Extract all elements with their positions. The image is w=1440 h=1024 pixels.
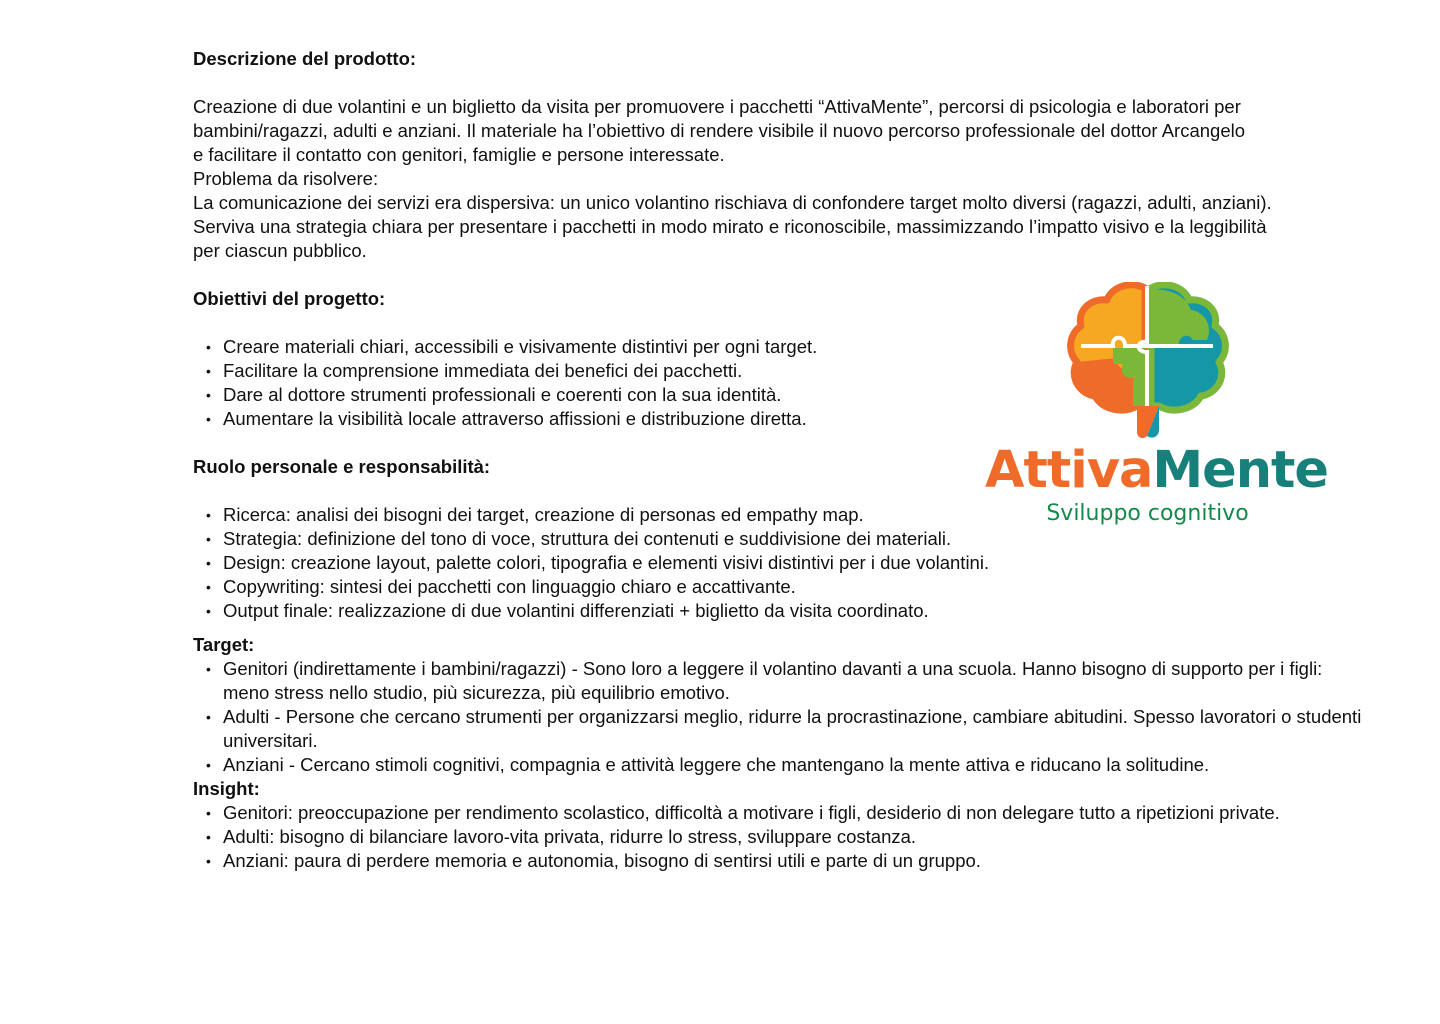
- objectives-heading: Obiettivi del progetto:: [193, 288, 386, 309]
- list-item: • Design: creazione layout, palette colori, tipografia e elementi visivi distintivi per i due volantini.: [223, 551, 1363, 575]
- list-item: • Anziani - Cercano stimoli cognitivi, compagnia e attività leggere che mantengano la mente attiva e riducano la solitudine.: [223, 753, 1363, 777]
- insight-heading: Insight:: [193, 778, 260, 799]
- brand-tagline: Sviluppo cognitivo: [1046, 501, 1249, 526]
- role-heading: Ruolo personale e responsabilità:: [193, 456, 491, 477]
- list-item: • Anziani: paura di perdere memoria e autonomia, bisogno di sentirsi utili e parte di un gruppo.: [223, 849, 1363, 873]
- list-item: • Facilitare la comprensione immediata dei benefici dei pacchetti.: [223, 359, 1363, 383]
- list-item: • Output finale: realizzazione di due volantini differenziati + biglietto da visita coordinato.: [223, 599, 1363, 623]
- brand-name: [985, 441, 1328, 500]
- brain-puzzle-icon: [1067, 282, 1229, 442]
- target-list: [193, 657, 1363, 777]
- list-item: • Aumentare la visibilità locale attraverso affissioni e distribuzione diretta.: [223, 407, 1363, 431]
- description-body: Creazione di due volantini e un biglietto da visita per promuovere i pacchetti “AttivaMente”, percorsi di psicologia e laboratori per bambini/ragazzi, adulti e anziani. Il materiale ha l’obiettivo di rendere visibile il nuovo percorso professionale del dottor Arcangelo e facilitare il contatto con genitori, famiglie e persone interessate.: [193, 96, 1246, 165]
- list-item: • Creare materiali chiari, accessibili e visivamente distintivi per ogni target.: [223, 335, 1363, 359]
- list-item: • Adulti: bisogno di bilanciare lavoro-vita privata, ridurre lo stress, sviluppare costanza.: [223, 825, 1363, 849]
- problem-text: La comunicazione dei servizi era dispersiva: un unico volantino rischiava di confondere target molto diversi (ragazzi, adulti, anziani). Serviva una strategia chiara per presentare i pacchetti in modo mirato e riconoscibile, massimizzando l’impatto visivo e la leggibilità per ciascun pubblico.: [193, 192, 1272, 261]
- description-heading: Descrizione del prodotto:: [193, 48, 417, 69]
- insight-list: [193, 801, 1363, 873]
- list-item: • Copywriting: sintesi dei pacchetti con linguaggio chiaro e accattivante.: [223, 575, 1363, 599]
- list-item: • Ricerca: analisi dei bisogni dei target, creazione di personas ed empathy map.: [223, 503, 1363, 527]
- attivamente-logo: [985, 282, 1328, 532]
- list-item: • Dare al dottore strumenti professionali e coerenti con la sua identità.: [223, 383, 1363, 407]
- list-item: • Genitori: preoccupazione per rendimento scolastico, difficoltà a motivare i figli, desiderio di non delegare tutto a ripetizioni private.: [223, 801, 1363, 825]
- list-item: • Adulti - Persone che cercano strumenti per organizzarsi meglio, ridurre la procrastinazione, cambiare abitudini. Spesso lavoratori o studenti universitari.: [223, 705, 1363, 753]
- problem-label: Problema da risolvere:: [193, 168, 379, 189]
- list-item: • Strategia: definizione del tono di voce, struttura dei contenuti e suddivisione dei materiali.: [223, 527, 1363, 551]
- target-heading: Target:: [193, 634, 255, 655]
- brand-part-mente: Mente: [1152, 441, 1328, 500]
- brand-part-attiva: Attiva: [985, 441, 1153, 500]
- list-item: • Genitori (indirettamente i bambini/ragazzi) - Sono loro a leggere il volantino davanti a una scuola. Hanno bisogno di supporto per i figli: meno stress nello studio, più sicurezza, più equilibrio emotivo.: [223, 657, 1363, 705]
